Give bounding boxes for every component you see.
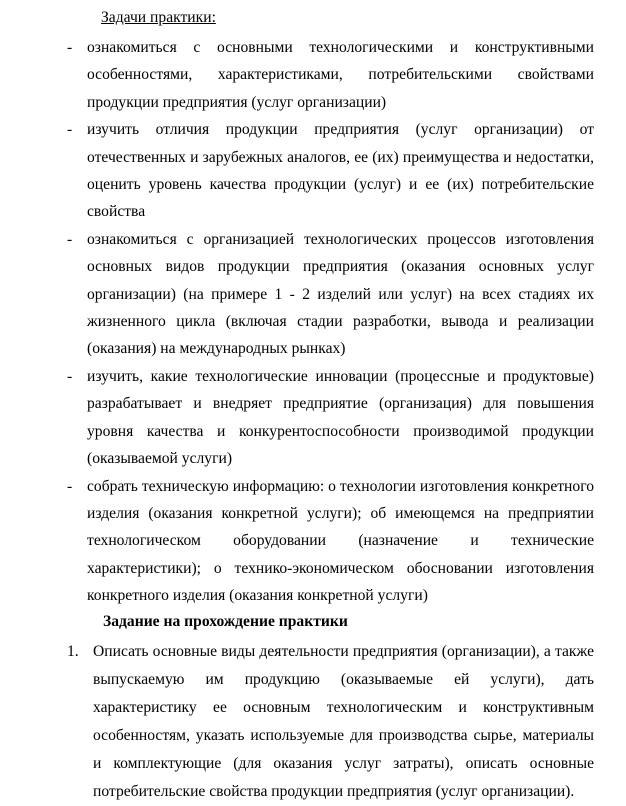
list-item (0, 116, 626, 226)
tasks-heading: Задачи практики: (101, 9, 216, 26)
assignment-heading: Задание на прохождение практики (103, 613, 348, 630)
list-dash-marker: - (67, 230, 73, 248)
list-item (0, 473, 626, 610)
list-dash-marker: - (67, 477, 73, 495)
list-number-marker: 1. (67, 643, 79, 660)
list-item-text: изучить, какие технологические инновации (процессные и продуктовые) разрабатывает и внедряет предприятие (организация) для повышения уровня качества и конкурентоспособности производимой продукции (оказываемой услуги) (87, 367, 594, 468)
list-item (0, 226, 626, 363)
list-dash-marker: - (67, 121, 73, 139)
list-item-text: собрать техническую информацию: о технологии изготовления конкретного изделия (оказания конкретной услуги); об имеющемся на предприятии технологическом оборудовании (назначение и технические характеристики); о технико-экономическом обосновании изготовления конкретного изделия (оказания конкретной услуги) (87, 477, 594, 605)
assignment-list (0, 638, 626, 806)
list-item-text: ознакомиться с организацией технологических процессов изготовления основных видов продукции предприятия (оказания основных услуг организации) (на примере 1 - 2 изделий или услуг) на всех стадиях их жизненного цикла (включая стадии разработки, вывода и реализации (оказания) на международных рынках) (87, 230, 594, 358)
list-item (0, 363, 626, 473)
list-item-text: Описать основные виды деятельности предприятия (организации), а также выпускаемую им продукцию (оказываемые ей услуги), дать характеристику ее основным технологическим и конструктивным особенностям, указать используемые для производства сырье, материалы и комплектующие (для оказания услуг затраты), описать основные потребительские свойства продукции предприятия (услуг организации). (93, 643, 594, 800)
list-item (0, 638, 626, 806)
list-item-text: ознакомиться с основными технологическими и конструктивными особенностями, характеристиками, потребительскими свойствами продукции предприятия (услуг организации) (87, 39, 594, 111)
list-dash-marker: - (67, 367, 73, 385)
list-item (0, 34, 626, 116)
list-item-text: изучить отличия продукции предприятия (услуг организации) от отечественных и зарубежных аналогов, ее (их) преимущества и недостатки, оценить уровень качества продукции (услуг) и ее (их) потребительские свойства (87, 121, 594, 221)
list-dash-marker: - (67, 39, 73, 56)
tasks-list (0, 34, 626, 610)
